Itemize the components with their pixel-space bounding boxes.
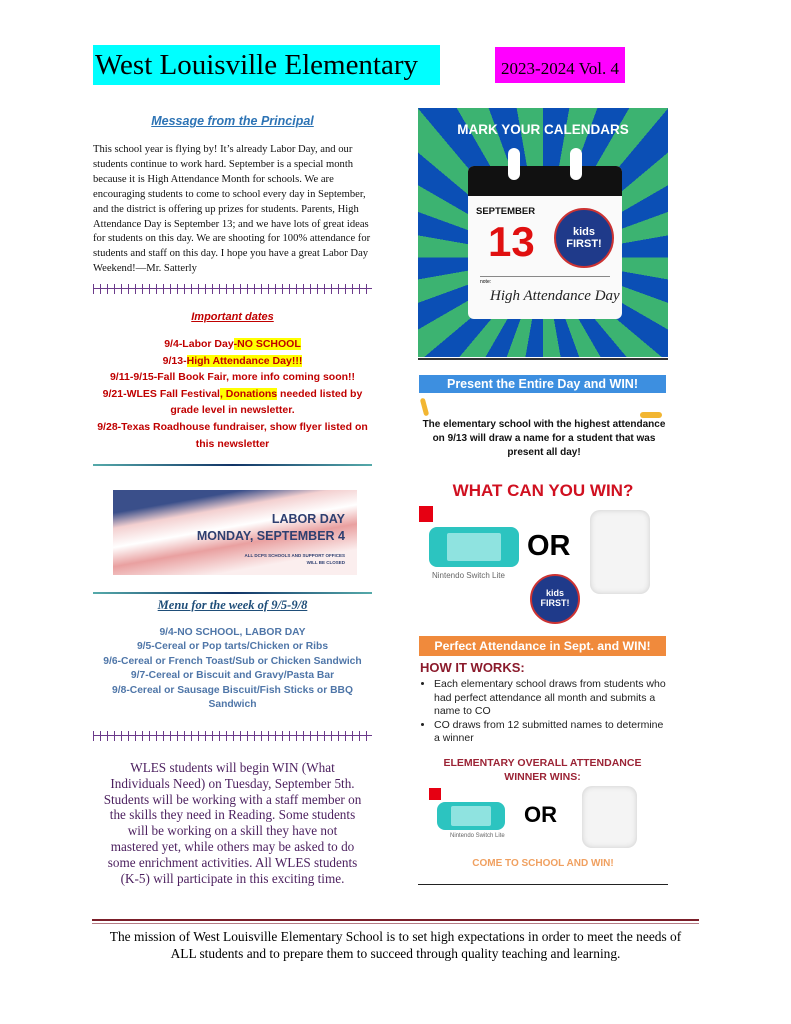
kids-first-logo	[530, 574, 580, 624]
how-it-works-list	[434, 678, 668, 746]
date-item	[93, 419, 372, 452]
calendar-note: High Attendance Day	[490, 288, 620, 304]
date-highlight: High Attendance Day!!!	[186, 354, 303, 367]
important-dates-list	[93, 336, 372, 452]
date-item	[93, 369, 372, 386]
calendar-heading: MARK YOUR CALENDARS	[457, 122, 629, 137]
footer-rule	[92, 923, 699, 924]
calendar-month: SEPTEMBER	[476, 206, 536, 217]
date-text: 9/13-	[162, 354, 187, 367]
volume-label: 2023-2024 Vol. 4	[495, 47, 625, 83]
logo-text: kids FIRST!	[566, 225, 602, 250]
bullet-item: • CO draws from 12 submitted names to determine a winner	[434, 719, 668, 746]
kids-first-logo	[554, 208, 614, 268]
plus-divider	[93, 284, 372, 294]
switch-label: Nintendo Switch Lite	[450, 833, 505, 839]
date-text: 9/4-Labor Day	[164, 338, 234, 350]
dates-heading: Important dates	[191, 311, 274, 323]
teal-divider	[93, 592, 372, 594]
airpods-image	[590, 510, 650, 594]
how-it-works: HOW IT WORKS:	[420, 660, 525, 675]
divider	[418, 358, 668, 360]
calendar-page	[468, 166, 622, 319]
note-line	[480, 276, 610, 277]
divider	[418, 884, 668, 885]
sparkle-decoration	[640, 412, 662, 418]
calendar-ring	[508, 148, 520, 180]
menu-item: 9/8-Cereal or Sausage Biscuit/Fish Sticks or BBQ Sandwich	[112, 684, 353, 711]
menu-item: 9/4-NO SCHOOL, LABOR DAY	[159, 627, 306, 638]
calendar-top-bar	[468, 166, 622, 196]
switch-lite-image	[437, 802, 505, 830]
date-text: 9/21-WLES Fall Festival	[102, 387, 220, 400]
present-body: The elementary school with the highest attendance on 9/13 will draw a name for a student that was present all day!	[422, 419, 666, 458]
nintendo-logo	[419, 506, 433, 522]
nintendo-logo	[429, 788, 441, 800]
principal-heading: Message from the Principal	[151, 114, 314, 128]
calendar-day: 13	[488, 218, 535, 265]
menu-item: 9/6-Cereal or French Toast/Sub or Chicken Sandwich	[103, 655, 362, 667]
date-item	[93, 336, 372, 353]
date-text: 9/11-9/15-Fall Book Fair, more info coming soon!!	[109, 371, 356, 384]
date-item	[93, 386, 372, 419]
labor-day-title: LABOR DAY	[271, 512, 345, 526]
labor-day-banner	[113, 490, 357, 575]
teal-divider	[93, 464, 372, 466]
switch-lite-image	[429, 527, 519, 567]
date-item	[93, 353, 372, 370]
mission-statement: The mission of West Louisville Elementary School is to set high expectations in order to meet the needs of ALL students and to prepare them to succeed through quality teaching and learning.	[109, 929, 682, 961]
footer-rule	[92, 919, 699, 921]
mark-calendar-graphic	[418, 108, 668, 357]
menu-list	[100, 626, 365, 712]
sparkle-decoration	[420, 398, 429, 417]
or-label: OR	[524, 802, 557, 827]
date-text: 9/28-Texas Roadhouse fundraiser, show flyer listed on this newsletter	[97, 420, 368, 450]
logo-text: kids FIRST!	[540, 588, 570, 608]
date-highlight: , Donations	[219, 387, 278, 400]
cta-text: COME TO SCHOOL AND WIN!	[472, 858, 614, 869]
principal-message: This school year is flying by! It’s already Labor Day, and our students continue to work hard. September is a special month because it is High Attendance Month for schools. We are encouraging students to come to school every day in September, and the district is offering up prizes for students. Parents, High Attendance Day is September 13; and we have lots of great ideas for students on this day. We are shooting for 100% attendance for students and staff on this day. I hope you have a great Labor Day Weekend!—Mr. Satterly	[93, 144, 371, 275]
labor-day-note: ALL DCPS SCHOOLS AND SUPPORT OFFICES WILL BE CLOSED	[244, 553, 345, 565]
bullet-item: • Each elementary school draws from students who had perfect attendance all month and submits a name to CO	[434, 678, 668, 719]
switch-label: Nintendo Switch Lite	[432, 571, 505, 580]
menu-item: 9/5-Cereal or Pop tarts/Chicken or Ribs	[136, 641, 329, 653]
menu-item: 9/7-Cereal or Biscuit and Gravy/Pasta Bar	[130, 670, 335, 682]
perfect-banner: Perfect Attendance in Sept. and WIN!	[419, 636, 666, 656]
present-banner: Present the Entire Day and WIN!	[419, 375, 666, 393]
labor-day-date: MONDAY, SEPTEMBER 4	[196, 529, 345, 543]
win-announcement: WLES students will begin WIN (What Individuals Need) on Tuesday, September 5th. Students will be working with a staff member on the skills they need in Reading. Some students will be working on a skill they have not mastered yet, while others may be asked to do some enrichment activities. All WLES students (K-5) will participate in this exciting time.	[103, 760, 362, 886]
note-label: note:	[480, 279, 492, 285]
or-label: OR	[527, 530, 571, 562]
plus-divider	[93, 731, 372, 741]
airpods-image	[582, 786, 637, 848]
winner-heading: ELEMENTARY OVERALL ATTENDANCE WINNER WINS:	[443, 757, 642, 783]
newsletter-title: West Louisville Elementary	[93, 45, 440, 85]
calendar-ring	[570, 148, 582, 180]
date-highlight: -NO SCHOOL	[233, 338, 301, 350]
what-can-you-win: WHAT CAN YOU WIN?	[452, 481, 634, 500]
date-text: needed listed by grade level in newsletter.	[170, 387, 363, 417]
menu-heading: Menu for the week of 9/5-9/8	[157, 598, 308, 612]
